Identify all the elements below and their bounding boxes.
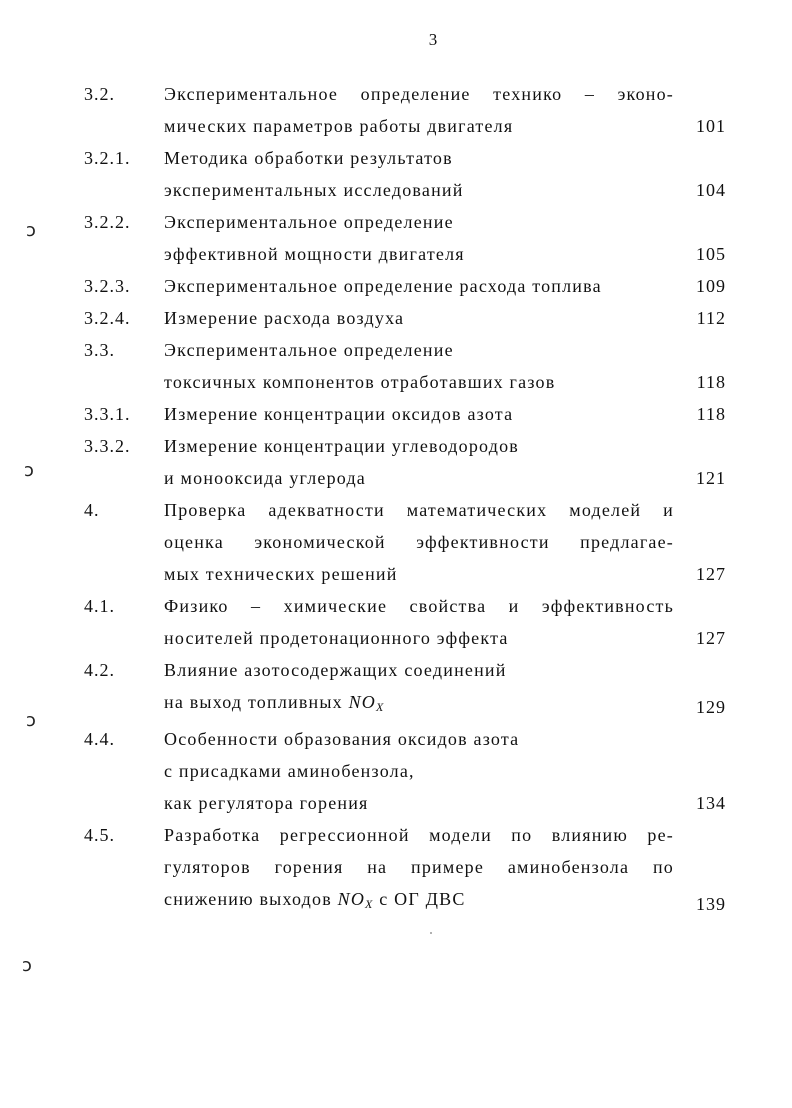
entry-title-line: Проверка адекватности математических моделей и xyxy=(164,500,674,520)
nox-base: NO xyxy=(337,889,366,909)
nox-subscript: X xyxy=(375,700,385,714)
entry-title-line: и монооксида углерода xyxy=(164,468,366,488)
section-number: 4. xyxy=(84,500,100,520)
table-of-contents xyxy=(84,78,744,920)
entry-title-line: мых технических решений xyxy=(164,564,398,584)
margin-mark: ↄ xyxy=(26,710,36,731)
entry-title-line xyxy=(164,686,674,723)
entry-title-line: Измерение концентрации углеводородов xyxy=(164,436,519,456)
nox-formula xyxy=(338,889,374,909)
nox-formula xyxy=(349,692,385,712)
page-ref: 109 xyxy=(696,276,726,296)
toc-entry xyxy=(84,270,744,302)
toc-entry xyxy=(84,398,744,430)
page-number: 3 xyxy=(428,30,438,49)
entry-title-line: Методика обработки результатов xyxy=(164,148,453,168)
entry-title-line: токсичных компонентов отработавших газов xyxy=(164,372,556,392)
page-ref: 129 xyxy=(696,697,726,717)
toc-entry xyxy=(84,590,744,654)
section-number: 3.3.2. xyxy=(84,436,131,456)
section-number: 3.2.2. xyxy=(84,212,131,232)
entry-title-line: Особенности образования оксидов азота xyxy=(164,729,520,749)
entry-title-tail: с ОГ ДВС xyxy=(379,889,466,909)
page-ref: 127 xyxy=(696,564,726,584)
section-number: 4.1. xyxy=(84,596,115,616)
toc-entry xyxy=(84,654,744,723)
entry-title-line: носителей продетонационного эффекта xyxy=(164,628,509,648)
entry-title-line: Влияние азотосодержащих соединений xyxy=(164,660,507,680)
entry-title-line: оценка экономической эффективности предлагае- xyxy=(164,532,674,552)
entry-title-text: на выход топливных xyxy=(164,692,343,712)
entry-title-line: мических параметров работы двигателя xyxy=(164,116,514,136)
entry-title-line: эффективной мощности двигателя xyxy=(164,244,465,264)
entry-title-line: Физико – химические свойства и эффективность xyxy=(164,596,674,616)
toc-entry xyxy=(84,206,744,270)
page-ref: 127 xyxy=(696,628,726,648)
entry-title-line: Экспериментальное определение xyxy=(164,212,454,232)
toc-entry xyxy=(84,430,744,494)
margin-mark: ↄ xyxy=(26,220,36,241)
toc-entry xyxy=(84,723,744,819)
entry-title-text: снижению выходов xyxy=(164,889,332,909)
page-ref: 105 xyxy=(696,244,726,264)
page-ref: 139 xyxy=(696,894,726,914)
page-ref: 104 xyxy=(696,180,726,200)
section-number: 3.3.1. xyxy=(84,404,131,424)
toc-entry xyxy=(84,494,744,590)
section-number: 4.5. xyxy=(84,825,115,845)
entry-title-line xyxy=(164,883,674,920)
toc-entry xyxy=(84,142,744,206)
section-number: 3.3. xyxy=(84,340,115,360)
margin-mark: ↄ xyxy=(22,955,32,976)
entry-title-line: Измерение расхода воздуха xyxy=(164,308,405,328)
toc-entry xyxy=(84,302,744,334)
entry-title-line: с присадками аминобензола, xyxy=(164,761,415,781)
entry-title-line: Экспериментальное определение технико – эконо- xyxy=(164,84,674,104)
toc-entry xyxy=(84,334,744,398)
toc-entry xyxy=(84,78,744,142)
page-ref: 112 xyxy=(696,308,726,328)
entry-title-line: Измерение концентрации оксидов азота xyxy=(164,404,514,424)
scan-speck xyxy=(430,932,432,934)
section-number: 3.2.3. xyxy=(84,276,131,296)
margin-mark: ↄ xyxy=(24,460,34,481)
section-number: 4.4. xyxy=(84,729,115,749)
toc-entry xyxy=(84,819,744,920)
page-ref: 118 xyxy=(696,404,726,424)
entry-title-line: как регулятора горения xyxy=(164,793,369,813)
entry-title-line: Экспериментальное определение xyxy=(164,340,454,360)
section-number: 3.2.1. xyxy=(84,148,131,168)
nox-base: NO xyxy=(348,692,376,712)
section-number: 3.2.4. xyxy=(84,308,131,328)
section-number: 3.2. xyxy=(84,84,115,104)
nox-subscript: X xyxy=(365,897,374,911)
section-number: 4.2. xyxy=(84,660,115,680)
entry-title-line: Разработка регрессионной модели по влиянию ре- xyxy=(164,825,674,845)
entry-title-line: Экспериментальное определение расхода топлива xyxy=(164,276,602,296)
page-ref: 101 xyxy=(696,116,726,136)
entry-title-line: экспериментальных исследований xyxy=(164,180,464,200)
page-ref: 121 xyxy=(696,468,726,488)
page-ref: 134 xyxy=(696,793,726,813)
page-ref: 118 xyxy=(696,372,726,392)
entry-title-line: гуляторов горения на примере аминобензола по xyxy=(164,857,674,877)
